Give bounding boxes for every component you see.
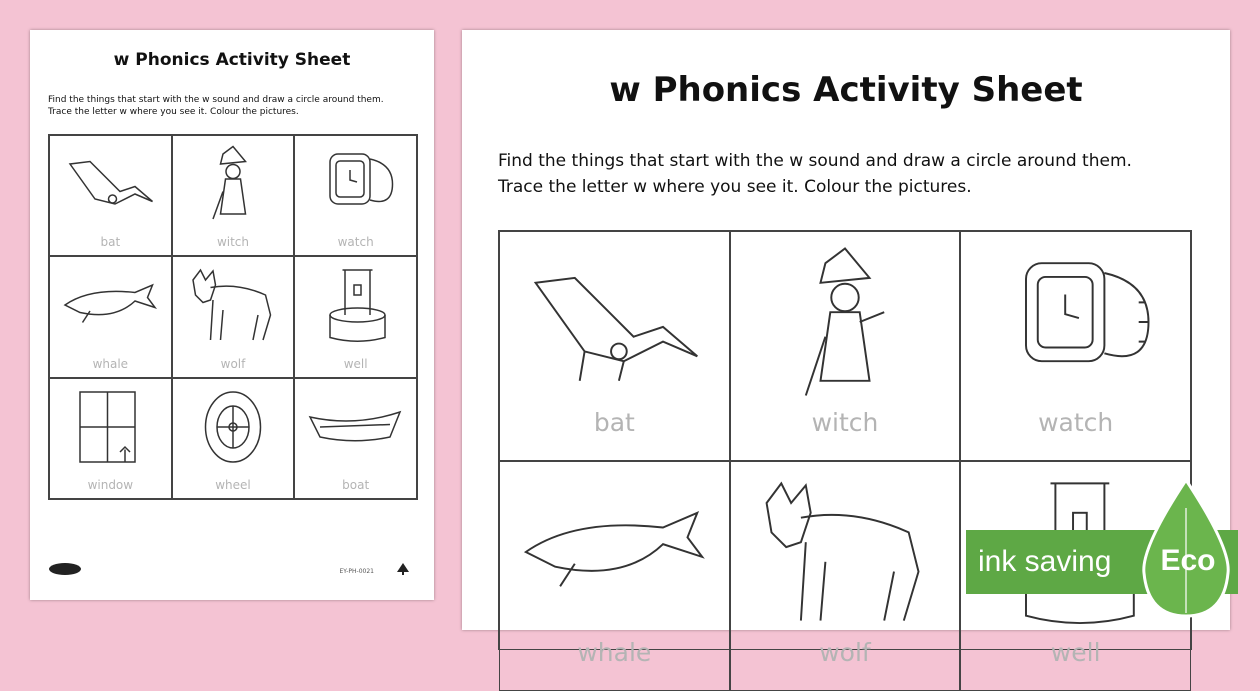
well-icon [305, 263, 405, 347]
footer-code: EY-PH-0021 [339, 568, 374, 575]
whale-icon [516, 472, 712, 632]
grid-cell-whale [499, 461, 730, 691]
bat-icon [60, 142, 160, 226]
grid-cell-window [49, 378, 172, 499]
wolf-icon [183, 263, 283, 347]
cell-word: witch [811, 408, 879, 437]
grid-cell-well [294, 256, 417, 377]
thumbnail-sheet [30, 30, 434, 600]
cell-word: whale [577, 638, 652, 667]
grid-cell-boat [294, 378, 417, 499]
eco-label: Eco [1160, 544, 1216, 577]
picture-grid [48, 134, 418, 500]
sheet-instructions [48, 94, 428, 118]
grid-cell-witch [730, 231, 961, 461]
cell-word: witch [216, 235, 250, 250]
wolf-icon [747, 472, 943, 632]
watch-icon [977, 242, 1173, 402]
cell-word: bat [593, 408, 635, 437]
cell-word: whale [92, 356, 129, 371]
sheet-title: w Phonics Activity Sheet [609, 70, 1083, 110]
cell-word: well [343, 356, 368, 371]
grid-cell-wolf [172, 256, 295, 377]
grid-cell-watch [294, 135, 417, 256]
window-icon [60, 385, 160, 469]
grid-cell-bat [49, 135, 172, 256]
instruction-line-1: Find the things that start with the w sound and draw a circle around them. [498, 151, 1132, 171]
cell-word: boat [342, 478, 370, 492]
instruction-line-2: Trace the letter w where you see it. Colour the pictures. [48, 107, 299, 117]
sheet-instructions [498, 148, 1218, 200]
wheel-icon [183, 385, 283, 469]
footer-tree-icon [396, 562, 410, 576]
instruction-line-1: Find the things that start with the w sound and draw a circle around them. [48, 95, 384, 105]
grid-cell-watch [960, 231, 1191, 461]
cell-word: watch [1038, 408, 1114, 437]
cell-word: well [1050, 638, 1101, 667]
cell-word: watch [337, 235, 374, 250]
grid-cell-wolf [730, 461, 961, 691]
cell-word: wheel [215, 478, 251, 492]
witch-icon [747, 242, 943, 402]
bat-icon [516, 242, 712, 402]
instruction-line-2: Trace the letter w where you see it. Colour the pictures. [498, 177, 972, 197]
ink-saving-label: ink saving [978, 545, 1112, 578]
whale-icon [60, 263, 160, 347]
grid-cell-bat [499, 231, 730, 461]
watch-icon [305, 142, 405, 226]
cell-word: wolf [819, 638, 871, 667]
cell-word: window [87, 478, 134, 492]
witch-icon [183, 142, 283, 226]
grid-cell-whale [49, 256, 172, 377]
cell-word: wolf [220, 356, 246, 371]
cell-word: bat [100, 235, 121, 250]
grid-cell-wheel [172, 378, 295, 499]
boat-icon [305, 385, 405, 469]
publisher-logo-icon [48, 562, 82, 576]
grid-cell-witch [172, 135, 295, 256]
sheet-title: w Phonics Activity Sheet [113, 50, 351, 70]
